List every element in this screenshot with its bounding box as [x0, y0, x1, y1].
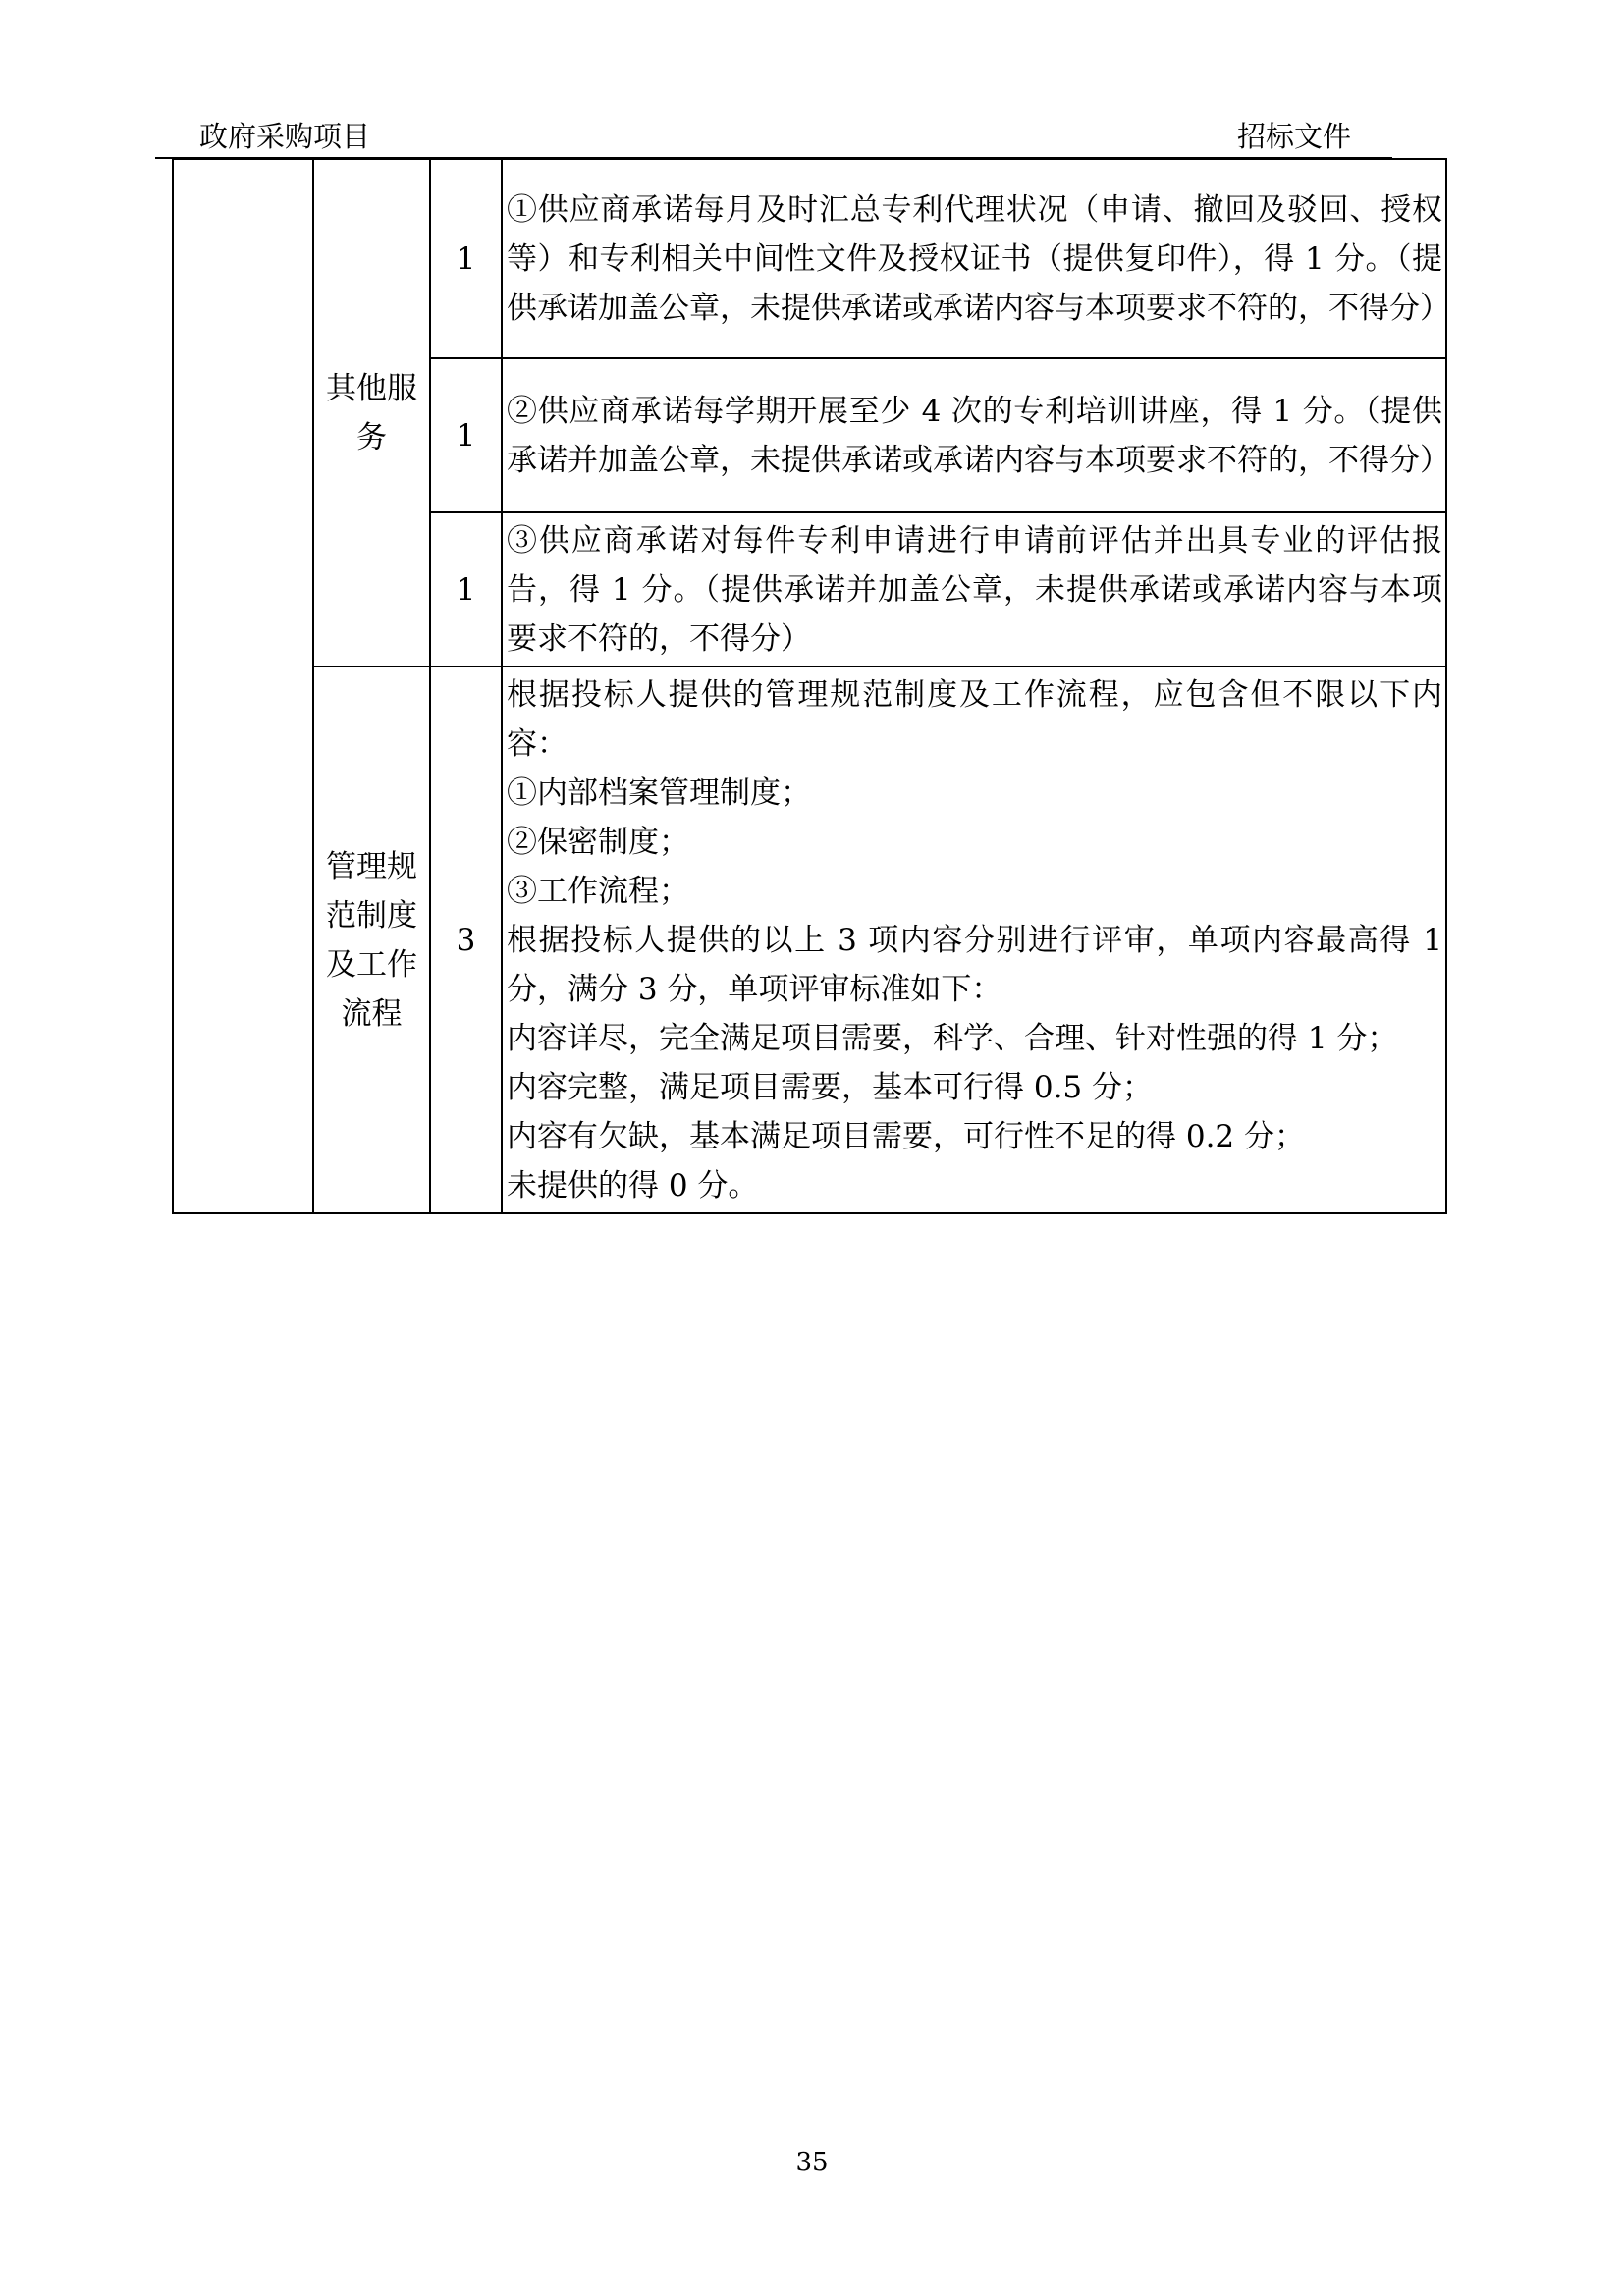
header-left-title: 政府采购项目: [199, 120, 371, 153]
category-cell-empty: [173, 159, 313, 1213]
criteria-text: ②供应商承诺每学期开展至少 4 次的专利培训讲座，得 1 分。（提供承诺并加盖公章，未提供承诺或承诺内容与本项要求不符的，不得分）: [502, 358, 1446, 512]
criteria-line: ③工作流程；: [507, 873, 689, 909]
score-cell: 1: [430, 512, 502, 667]
page-header: [155, 116, 1392, 159]
table-row: [173, 667, 1446, 1213]
category-other-services: [313, 159, 430, 667]
category-management-rules: [313, 667, 430, 1213]
criteria-line: ①内部档案管理制度；: [507, 774, 811, 811]
page-number: 35: [795, 2148, 829, 2177]
criteria-line: 根据投标人提供的以上 3 项内容分别进行评审，单项内容最高得 1 分，满分 3 分，单项评审标准如下：: [507, 922, 1442, 1007]
score-cell: 3: [430, 667, 502, 1213]
criteria-text-block: [502, 667, 1446, 1213]
score-cell: 1: [430, 358, 502, 512]
scoring-table: [172, 158, 1450, 1214]
criteria-line: 内容详尽，完全满足项目需要，科学、合理、针对性强的得 1 分；: [507, 1020, 1398, 1056]
criteria-line: 未提供的得 0 分。: [507, 1167, 759, 1203]
criteria-text: ①供应商承诺每月及时汇总专利代理状况（申请、撤回及驳回、授权等）和专利相关中间性文件及授权证书（提供复印件），得 1 分。（提供承诺加盖公章，未提供承诺或承诺内容与本项要求不符的，不得分）: [502, 159, 1446, 358]
table-row: [173, 159, 1446, 358]
criteria-line: ②保密制度；: [507, 824, 689, 860]
header-right-title: 招标文件: [1236, 120, 1351, 153]
criteria-line: 内容有欠缺，基本满足项目需要，可行性不足的得 0.2 分；: [507, 1118, 1306, 1154]
score-cell: 1: [430, 159, 502, 358]
criteria-text: ③供应商承诺对每件专利申请进行申请前评估并出具专业的评估报告，得 1 分。（提供承诺并加盖公章，未提供承诺或承诺内容与本项要求不符的，不得分）: [502, 512, 1446, 667]
category-management-rules-label: 管理规范制度及工作流程: [326, 848, 417, 1032]
criteria-line: 内容完整，满足项目需要，基本可行得 0.5 分；: [507, 1069, 1154, 1105]
category-other-services-label: 其他服务: [326, 370, 417, 455]
criteria-line: 根据投标人提供的管理规范制度及工作流程，应包含但不限以下内容：: [507, 676, 1442, 762]
